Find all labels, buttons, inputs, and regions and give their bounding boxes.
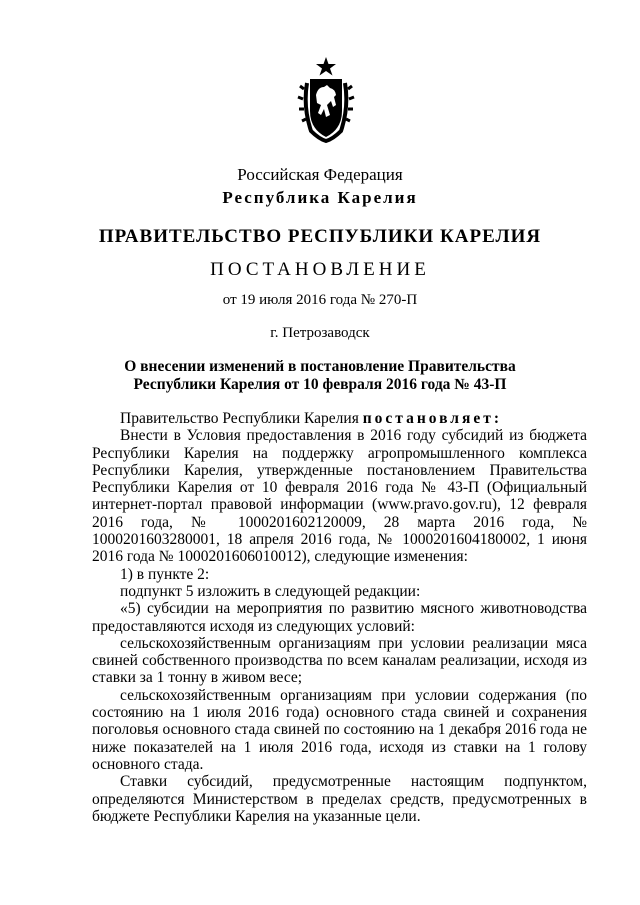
document-title-line1: О внесении изменений в постановление Правительства: [124, 358, 516, 375]
republic-heading: Республика Карелия: [222, 188, 418, 207]
government-heading: ПРАВИТЕЛЬСТВО РЕСПУБЛИКИ КАРЕЛИЯ: [98, 226, 542, 247]
karelia-coat-of-arms-emblem: [297, 55, 355, 143]
document-title-line2: Республики Карелия от 10 февраля 2016 года № 43-П: [133, 376, 507, 393]
paragraph-amendment: Внести в Условия предоставления в 2016 году субсидий из бюджета Республики Карелия на поддержку агропромышленного комплекса Республики Карелия, утвержденные постановлением Правительства Республики Карелия от 10 февраля 2016 года № 43-П (Официальный интернет-портал правовой информации (www.pravo.gov.ru), 12 февраля 2016 года, № 1000201602120009, 28 марта 2016 года, № 1000201603280001, 18 апреля 2016 года, № 1000201604180002, 1 июня 2016 года № 1000201606010012), следующие изменения:: [92, 427, 587, 566]
document-type: ПОСТАНОВЛЕНИЕ: [210, 259, 430, 280]
intro-paragraph: [92, 410, 587, 427]
document-body: [92, 410, 587, 825]
paragraph-condition-herd: сельскохозяйственным организациям при условии содержания (по состоянию на 1 июля 2016 года) основного стада свиней и сохранения поголовья основного стада свиней по состоянию на 1 декабря 2016 года не ниже показателей на 1 июля 2016 года, исходя из ставки на 1 голову основного стада.: [92, 686, 587, 773]
paragraph-condition-sales: сельскохозяйственным организациям при условии реализации мяса свиней собственного производства по всем каналам реализации, исходя из ставки за 1 тонну в живом весе;: [92, 634, 587, 687]
paragraph-subsidy-conditions: «5) субсидии на мероприятия по развитию мясного животноводства предоставляются исходя из следующих условий:: [92, 600, 587, 635]
paragraph-rates: Ставки субсидий, предусмотренные настоящим подпунктом, определяются Министерством в пределах средств, предусмотренных в бюджете Республики Карелия на указанные цели.: [92, 773, 587, 825]
document-title: [0, 358, 640, 394]
decree-word: постановляет:: [362, 410, 503, 427]
federation-heading: Российская Федерация: [237, 165, 403, 184]
paragraph-item-1: 1) в пункте 2:: [120, 565, 210, 583]
paragraph-subitem-5: подпункт 5 изложить в следующей редакции:: [120, 582, 421, 600]
intro-prefix: Правительство Республики Карелия: [120, 410, 363, 427]
document-date-number: от 19 июля 2016 года № 270-П: [222, 292, 418, 308]
document-city: г. Петрозаводск: [270, 325, 370, 341]
